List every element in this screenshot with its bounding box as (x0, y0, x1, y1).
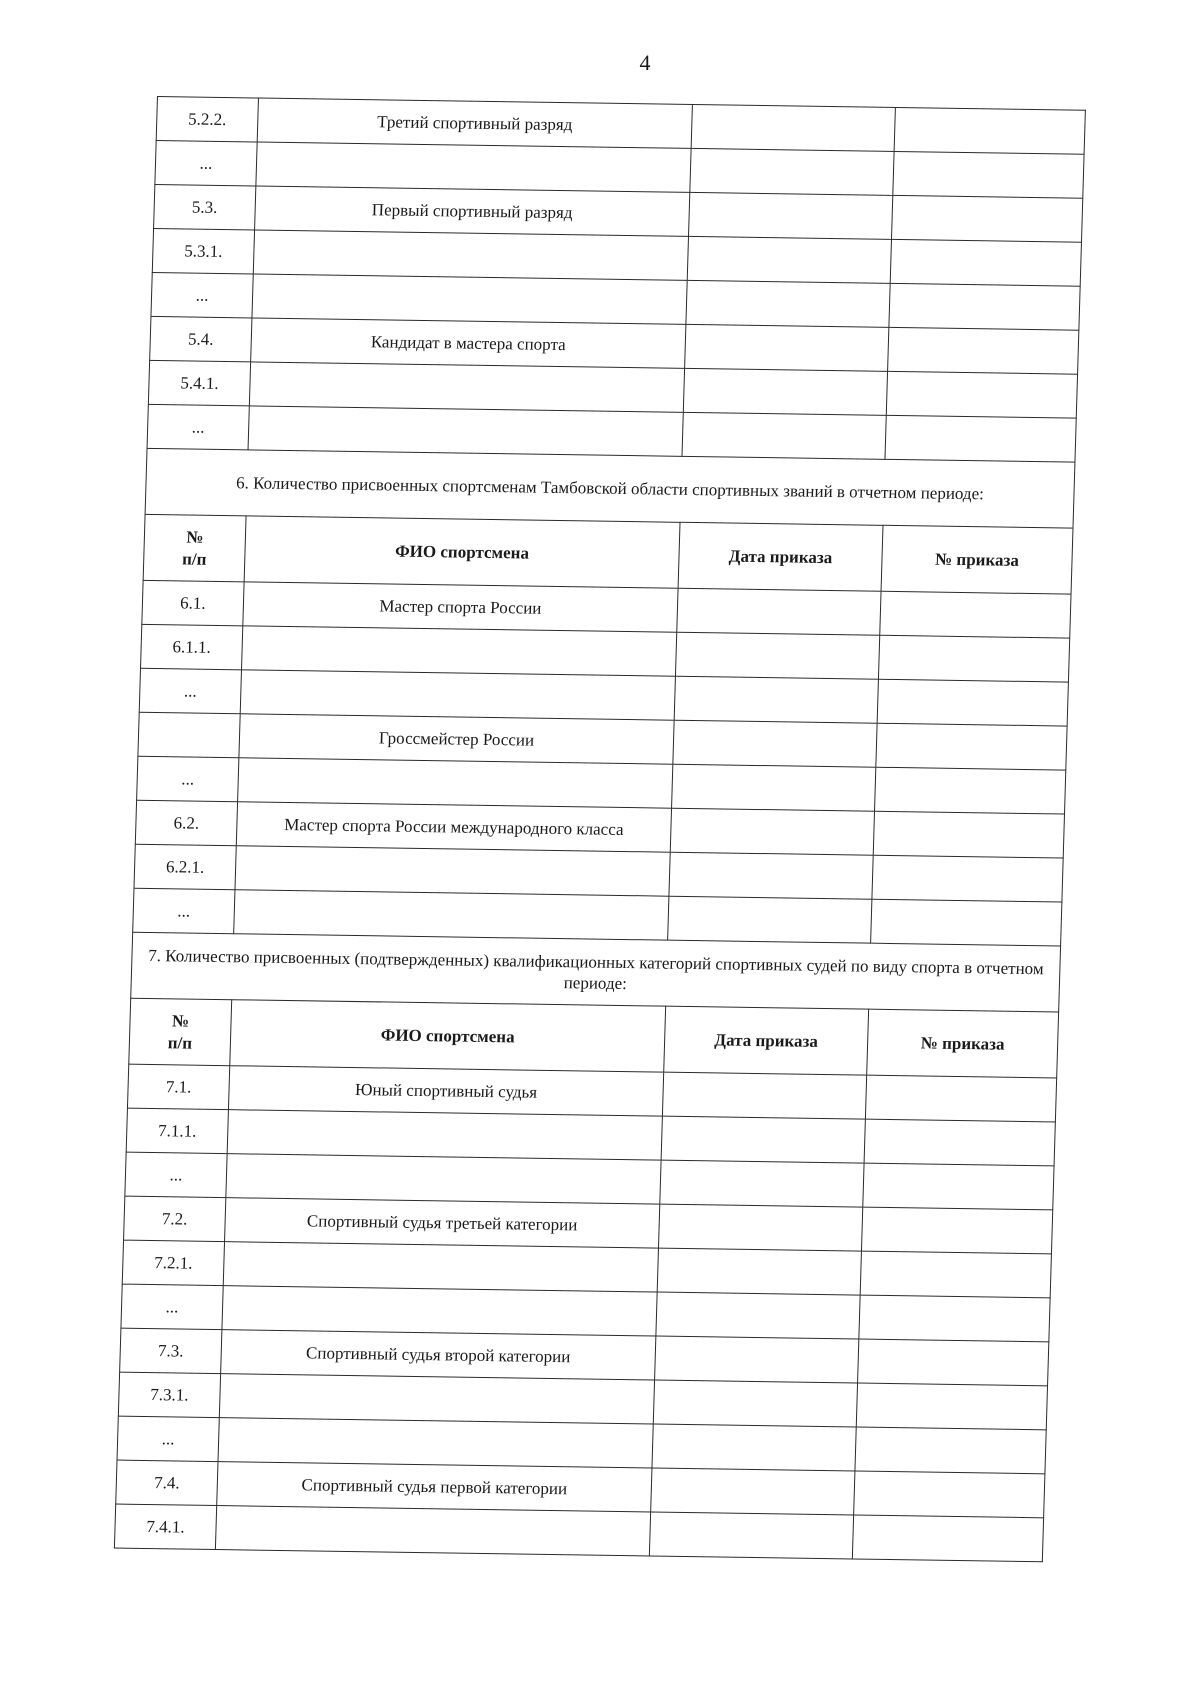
order-date-cell (669, 852, 873, 899)
column-header-name: ФИО спортсмена (244, 516, 680, 588)
row-number: 6.2.1. (134, 844, 236, 889)
order-number-cell (852, 1515, 1043, 1562)
row-number: 7.4.1. (114, 1504, 216, 1549)
row-name (219, 1374, 654, 1424)
row-number: 5.4. (150, 316, 252, 361)
column-header-order: № приказа (867, 1009, 1059, 1078)
row-name (252, 274, 687, 324)
order-date-cell (658, 1204, 862, 1251)
column-header-date: Дата приказа (678, 522, 883, 591)
row-name (242, 626, 677, 676)
order-number-cell (863, 1163, 1054, 1210)
order-number-cell (876, 723, 1067, 770)
row-number: 7.2.1. (122, 1240, 224, 1285)
row-number: 7.1.1. (126, 1108, 228, 1153)
order-date-cell (686, 280, 890, 327)
order-date-cell (677, 588, 881, 635)
row-number: ... (121, 1284, 223, 1329)
row-name (249, 362, 684, 412)
row-number: ... (125, 1152, 227, 1197)
order-number-cell (854, 1471, 1045, 1518)
order-date-cell (651, 1468, 855, 1515)
order-number-cell (878, 635, 1069, 682)
column-header-number-line1: № (171, 1010, 190, 1031)
row-number: 7.3.1. (118, 1372, 220, 1417)
column-header-number-line2: п/п (181, 548, 207, 569)
order-number-cell (859, 1295, 1050, 1342)
row-number: 7.4. (116, 1460, 218, 1505)
row-number: ... (155, 140, 257, 185)
order-number-cell (864, 1119, 1055, 1166)
order-number-cell (886, 371, 1077, 418)
order-date-cell (657, 1248, 861, 1295)
row-name (240, 670, 675, 720)
row-name: Мастер спорта России международного класса (236, 802, 671, 852)
row-name (253, 230, 688, 280)
column-header-number-line2: п/п (167, 1032, 193, 1053)
order-number-cell (877, 679, 1068, 726)
row-name (222, 1286, 657, 1336)
order-number-cell (890, 239, 1081, 286)
order-number-cell (855, 1427, 1046, 1474)
column-header-number (129, 998, 232, 1065)
row-name: Спортивный судья первой категории (217, 1462, 652, 1512)
order-number-cell (880, 591, 1071, 638)
row-name (227, 1110, 662, 1160)
row-name: Спортивный судья второй категории (221, 1330, 656, 1380)
row-name: Спортивный судья третьей категории (225, 1198, 660, 1248)
row-name: Первый спортивный разряд (255, 186, 690, 236)
row-name (248, 406, 683, 456)
order-date-cell (652, 1424, 856, 1471)
order-date-cell (660, 1160, 864, 1207)
order-number-cell (860, 1251, 1051, 1298)
row-name: Гроссмейстер России (239, 714, 674, 764)
order-date-cell (682, 412, 886, 459)
row-number: 5.4.1. (148, 360, 250, 405)
row-name (215, 1506, 650, 1556)
row-name (223, 1242, 658, 1292)
row-number: ... (151, 272, 253, 317)
order-date-cell (668, 896, 872, 943)
order-number-cell (858, 1339, 1049, 1386)
row-name (256, 142, 691, 192)
section-7-heading: 7. Количество присвоенных (подтвержденных) квалификационных категорий спортивных судей по виду спорта в отчетном периоде: (131, 932, 1061, 1012)
row-name: Юный спортивный судья (228, 1066, 663, 1116)
page-number: 4 (639, 50, 651, 75)
row-name: Мастер спорта России (243, 582, 678, 632)
row-name: Кандидат в мастера спорта (251, 318, 686, 368)
row-name: Третий спортивный разряд (257, 98, 692, 148)
row-name (226, 1154, 661, 1204)
order-number-cell (861, 1207, 1052, 1254)
row-number: ... (133, 888, 235, 933)
section-6-heading: 6. Количество присвоенных спортсменам Тамбовской области спортивных званий в отчетном периоде: (145, 448, 1075, 528)
row-name (218, 1418, 653, 1468)
order-date-cell (691, 104, 895, 151)
order-date-cell (689, 192, 893, 239)
order-number-cell (891, 195, 1082, 242)
order-number-cell (885, 415, 1076, 462)
order-date-cell (670, 808, 874, 855)
order-number-cell (893, 151, 1084, 198)
column-header-order: № приказа (881, 525, 1073, 594)
order-date-cell (656, 1292, 860, 1339)
row-number: ... (117, 1416, 219, 1461)
order-date-cell (673, 720, 877, 767)
row-number: 5.3. (154, 184, 256, 229)
column-header-number-line1: № (186, 526, 204, 547)
row-name (234, 890, 669, 940)
order-number-cell (856, 1383, 1047, 1430)
order-date-cell (662, 1072, 866, 1119)
column-header-name: ФИО спортсмена (230, 1000, 666, 1072)
order-date-cell (687, 236, 891, 283)
order-number-cell (894, 107, 1085, 154)
order-number-cell (889, 283, 1080, 330)
order-number-cell (875, 767, 1066, 814)
order-date-cell (672, 764, 876, 811)
order-number-cell (873, 811, 1064, 858)
report-form-table (114, 96, 1086, 1562)
order-date-cell (655, 1336, 859, 1383)
row-number: 7.3. (120, 1328, 222, 1373)
column-header-number (143, 514, 246, 581)
row-number: ... (137, 756, 239, 801)
row-number: 6.1. (142, 580, 244, 625)
order-date-cell (683, 368, 887, 415)
order-number-cell (872, 855, 1063, 902)
order-date-cell (674, 676, 878, 723)
row-number: ... (147, 404, 249, 449)
order-date-cell (675, 632, 879, 679)
row-number: 6.2. (135, 800, 237, 845)
row-number: 6.1.1. (141, 624, 243, 669)
order-number-cell (871, 899, 1062, 946)
row-number (138, 712, 240, 757)
order-number-cell (888, 327, 1079, 374)
column-header-date: Дата приказа (664, 1006, 869, 1075)
order-date-cell (690, 148, 894, 195)
order-date-cell (649, 1512, 853, 1559)
row-number: 5.2.2. (156, 97, 258, 142)
row-number: 7.1. (127, 1064, 229, 1109)
order-date-cell (685, 324, 889, 371)
order-date-cell (653, 1380, 857, 1427)
order-number-cell (865, 1075, 1056, 1122)
row-name (238, 758, 673, 808)
order-date-cell (661, 1116, 865, 1163)
row-number: 7.2. (124, 1196, 226, 1241)
row-number: ... (139, 668, 241, 713)
row-number: 5.3.1. (152, 228, 254, 273)
row-name (235, 846, 670, 896)
